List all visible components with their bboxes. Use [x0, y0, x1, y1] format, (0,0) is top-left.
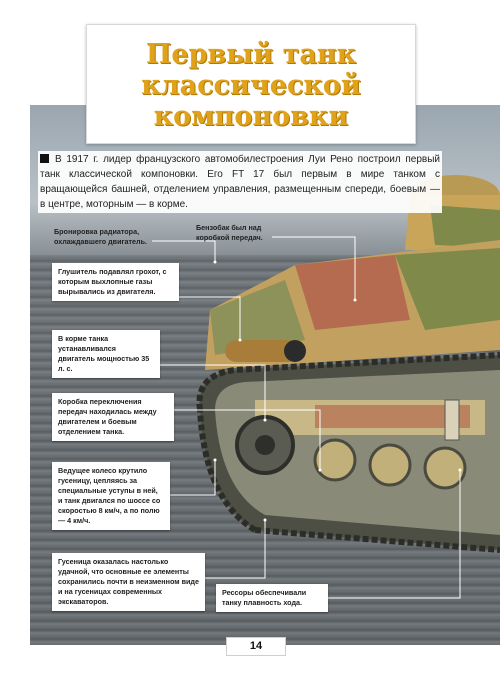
callout-springs: Рессоры обеспечивали танку плавность хода.: [216, 584, 328, 612]
callout-engine: В корме танка устанавливался двигатель мощностью 35 л. с.: [52, 330, 160, 378]
callout-fuel-tank: Бензобак был над коробкой передач.: [196, 223, 263, 242]
callout-gearbox: Коробка переключения передач находилась между двигателем и боевым отделением танка.: [52, 393, 174, 441]
callout-muffler: Глушитель подавлял грохот, с которым выхлопные газы вырывались из двигателя.: [52, 263, 179, 301]
page-number: 14: [226, 637, 286, 656]
intro-text: В 1917 г. лидер французского автомобилестроения Луи Рено построил первый танк классической компоновки. Его FT 17 был первым в мире танком с вращающейся башней, отделением управления, размещенным спереди, боевым — в центре, моторным — в корме.: [40, 154, 440, 210]
page-title: Первый танк классической компоновки: [141, 39, 361, 132]
callout-drive-wheel: Ведущее колесо крутило гусеницу, цепляясь за специальные уступы в ней, и танк двигался по шоссе со скоростью 8 км/ч, а по полю — 4 км/ч.: [52, 462, 170, 530]
callout-track: Гусеница оказалась настолько удачной, что основные ее элементы сохранились почти в неизменном виде и на гусеницах современных экскаваторов.: [52, 553, 205, 611]
callout-radiator-armor: Бронировка радиатора, охлаждавшего двигатель.: [54, 227, 148, 246]
